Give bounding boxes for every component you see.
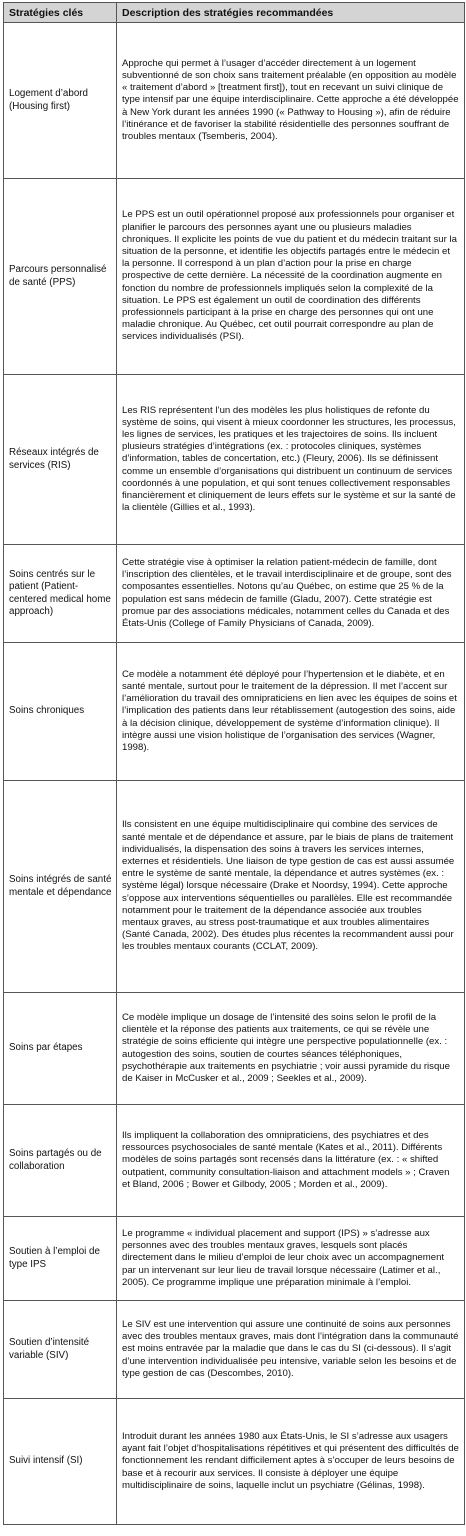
table-row [4,1399,465,1525]
table-row [4,179,465,375]
table-row [4,1301,465,1399]
description-cell: Les RIS représentent l’un des modèles les plus holistiques de refonte du système de soins, qui visent à mieux coordonner les structures, les processus, les lignes de services, les pratiques et les trajectoires de soins. Ils incluent plusieurs stratégies d’intégrations (ex. : protocoles cliniques, systèmes d’information, tables de concertation, etc.) (Fleury, 2006). Ils se définissent comme un ensemble d’organisations qui distribuent un continuum de services coordonnés à une population, et qui sont tenues collectivement responsables financièrement et cliniquement de leurs effets sur le système et sur la santé de la clientèle (Gillies et al., 1993). [117,375,465,545]
strategy-cell: Soins chroniques [4,643,117,781]
description-cell: Cette stratégie vise à optimiser la relation patient-médecin de famille, dont l’inscription des clientèles, et le travail interdisciplinaire et de groupe, sont des composantes essentielles. Notons qu’au Québec, on estime que 25 % de la population est sans médecin de famille (Gladu, 2007). Cette stratégie est promue par des associations médicales, notamment celles du Canada et des États-Unis (College of Family Physicians of Canada, 2009). [117,545,465,643]
description-cell: Introduit durant les années 1980 aux États-Unis, le SI s’adresse aux usagers ayant fait l’objet d’hospitalisations répétitives et qui présentent des difficultés de fonctionnement les rendant difficilement aptes à s’occuper de leurs besoins de base et à recourir aux services. Il consiste à déployer une équipe multidisciplinaire de soins, laquelle inclut un psychiatre (Gélinas, 1998). [117,1399,465,1525]
description-cell: Le SIV est une intervention qui assure une continuité de soins aux personnes avec des troubles mentaux graves, mais dont l’intégration dans la communauté est moins entravée par la maladie que dans le cas du SI (ci-dessous). Il s’agit d’une intervention individualisée peu intensive, variable selon les besoins et de type gestion de cas (Descombes, 2010). [117,1301,465,1399]
description-cell: Ce modèle implique un dosage de l’intensité des soins selon le profil de la clientèle et la réponse des patients aux traitements, ce qui se révèle une stratégie de soins efficiente qui intègre une perspective populationnelle (ex. : autogestion des soins, soutien de courtes séances téléphoniques, psychothérapie aux traitements en psychiatrie ; voir aussi pyramide du risque de Kaiser in McCusker et al., 2009 ; Seekles et al., 2009). [117,993,465,1105]
strategy-cell: Soutien d’intensité variable (SIV) [4,1301,117,1399]
table-row [4,375,465,545]
table-row [4,993,465,1105]
strategies-table [3,2,465,1525]
strategy-cell: Soins centrés sur le patient (Patient-centered medical home approach) [4,545,117,643]
strategy-cell: Suivi intensif (SI) [4,1399,117,1525]
strategy-cell: Soins intégrés de santé mentale et dépendance [4,781,117,993]
table-row [4,23,465,179]
table-row [4,781,465,993]
table-row [4,1105,465,1217]
table-header-row [4,3,465,23]
strategy-cell: Soins partagés ou de collaboration [4,1105,117,1217]
description-cell: Ils impliquent la collaboration des omnipraticiens, des psychiatres et des ressources psychosociales de santé mentale (Kates et al., 2011). Différents modèles de soins partagés sont recensés dans la littérature (ex. : « shifted outpatient, community consultation-liaison and attachment models » ; Craven et Bland, 2006 ; Bower et Gilbody, 2005 ; Morden et al., 2009). [117,1105,465,1217]
strategy-cell: Réseaux intégrés de services (RIS) [4,375,117,545]
description-cell: Le programme « individual placement and support (IPS) » s’adresse aux personnes avec des troubles mentaux graves, lesquels sont placés directement dans le milieu d’emploi de leur choix avec un accompagnement par un intervenant sur leur lieu de travail lorsque nécessaire (Latimer et al., 2005). Ce programme implique une préparation minimale à l’emploi. [117,1217,465,1301]
strategy-cell: Parcours personnalisé de santé (PPS) [4,179,117,375]
description-cell: Approche qui permet à l’usager d’accéder directement à un logement subventionné de son choix sans traitement préalable (en opposition au modèle « traitement d’abord » [treatment first]), tout en recevant un suivi clinique de type intensif par une équipe interdisciplinaire. Cette approche a été développée à New York durant les années 1990 (« Pathway to Housing »), afin de réduire l’itinérance et de favoriser la stabilité résidentielle des personnes souffrant de troubles mentaux (Tsemberis, 2004). [117,23,465,179]
strategy-cell: Soutien à l’emploi de type IPS [4,1217,117,1301]
table-row [4,545,465,643]
table-row [4,643,465,781]
description-cell: Le PPS est un outil opérationnel proposé aux professionnels pour organiser et planifier le parcours des personnes ayant une ou plusieurs maladies chroniques. Il explicite les points de vue du patient et du médecin traitant sur la situation de la personne, et identifie les objectifs partagés entre le médecin et la personne. Il correspond à un plan d’action pour la prise en charge prospective de cette dernière. La nécessité de la coordination augmente en fonction du nombre de professionnels impliqués selon la complexité de la situation. Le PPS est également un outil de coordination des différents professionnels participant à la prise en charge des personnes qui ont une maladie chronique. Au Québec, cet outil pourrait correspondre au plan de services individualisés (PSI). [117,179,465,375]
strategy-cell: Soins par étapes [4,993,117,1105]
header-description: Description des stratégies recommandées [117,3,465,23]
strategy-cell: Logement d’abord (Housing first) [4,23,117,179]
description-cell: Ils consistent en une équipe multidisciplinaire qui combine des services de santé mentale et de dépendance et assure, par le biais de plans de traitement individualisés, la dispensation des soins à travers les services internes, externes et résidentiels. Une liaison de type gestion de cas est aussi assumée entre le système de santé mentale, la dépendance et autres systèmes (ex. : système légal) lorsque nécessaire (Drake et Noordsy, 1994). Cette approche s’oppose aux interventions séquentielles ou parallèles. Elle est recommandée notamment pour le traitement de la dépendance associée aux troubles mentaux graves, au stress post-traumatique et aux troubles alimentaires (Santé Canada, 2002). Des études plus récentes la recommandent aussi pour les troubles mentaux courants (CCLAT, 2009). [117,781,465,993]
table-row [4,1217,465,1301]
header-strategies: Stratégies clés [4,3,117,23]
description-cell: Ce modèle a notamment été déployé pour l’hypertension et le diabète, et en santé mentale, surtout pour le traitement de la dépression. Il met l’accent sur l’amélioration du travail des omnipraticiens en lien avec les équipes de soins et l’implication des patients dans leur rétablissement (autogestion des soins, aide à la décision clinique, développement de système d’information clinique). Il intègre aussi une vision holistique de l’organisation des services (Wagner, 1998). [117,643,465,781]
